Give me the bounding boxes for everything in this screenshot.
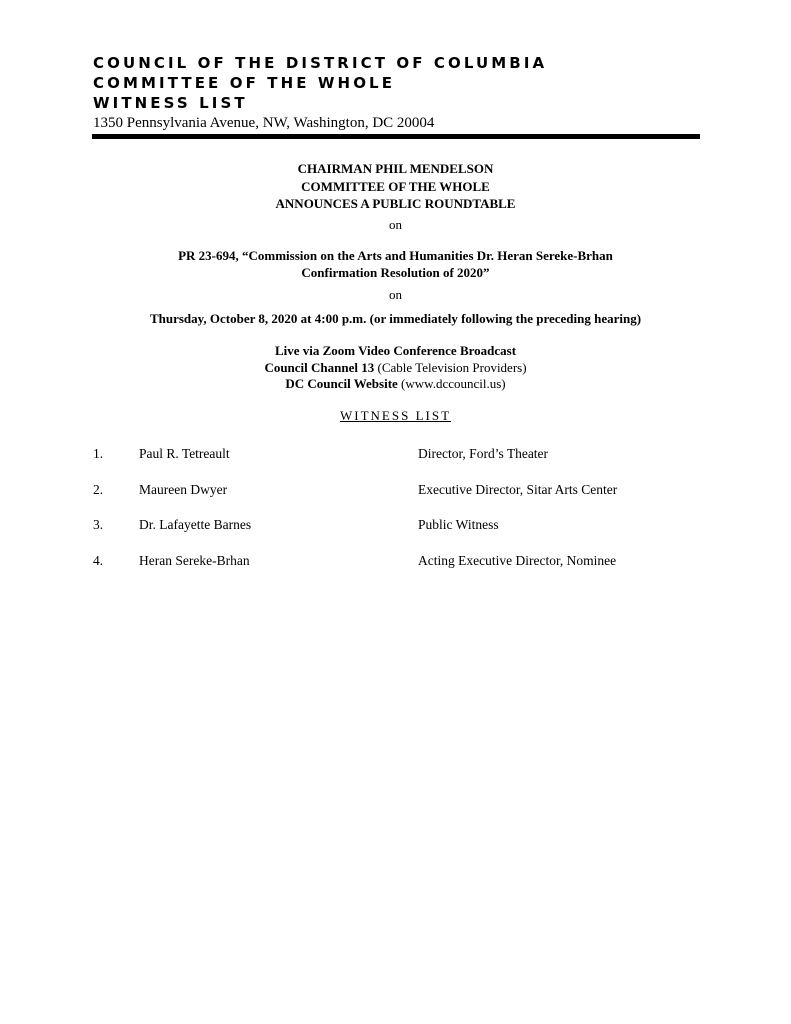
announcement-committee: COMMITTEE OF THE WHOLE bbox=[301, 178, 490, 194]
witness-name: Dr. Lafayette Barnes bbox=[139, 517, 252, 532]
broadcast-website-name: DC Council Website bbox=[285, 376, 398, 391]
on-connector: on bbox=[389, 287, 402, 302]
witness-name: Heran Sereke-Brhan bbox=[139, 553, 250, 568]
witness-row bbox=[0, 482, 791, 502]
witness-title: Director, Ford’s Theater bbox=[418, 446, 549, 461]
witness-row bbox=[0, 517, 791, 537]
announcement-chairman: CHAIRMAN PHIL MENDELSON bbox=[297, 161, 494, 176]
hearing-date: Thursday, October 8, 2020 at 4:00 p.m. (or immediately following the preceding hearing) bbox=[149, 311, 642, 326]
witness-title: Acting Executive Director, Nominee bbox=[418, 553, 617, 568]
letterhead-address: 1350 Pennsylvania Avenue, NW, Washington, DC 20004 bbox=[93, 115, 435, 131]
broadcast-info bbox=[0, 343, 791, 393]
letterhead-committee: COMMITTEE OF THE WHOLE bbox=[93, 74, 396, 92]
witness-name: Maureen Dwyer bbox=[139, 482, 228, 497]
resolution-title-line1: PR 23-694, “Commission on the Arts and Humanities Dr. Heran Sereke-Brhan bbox=[178, 248, 613, 263]
broadcast-channel bbox=[0, 360, 791, 377]
broadcast-website bbox=[0, 376, 791, 393]
witness-list-heading: WITNESS LIST bbox=[339, 408, 452, 423]
broadcast-channel-name: Council Channel 13 bbox=[264, 359, 375, 375]
letterhead bbox=[93, 53, 703, 133]
witness-title: Public Witness bbox=[418, 517, 499, 532]
announcement-roundtable: ANNOUNCES A PUBLIC ROUNDTABLE bbox=[275, 196, 516, 211]
letterhead-witness-list: WITNESS LIST bbox=[93, 94, 248, 112]
witness-name: Paul R. Tetreault bbox=[139, 446, 230, 461]
announcement-block bbox=[0, 160, 791, 213]
resolution-title bbox=[0, 247, 791, 281]
witness-number: 3. bbox=[93, 517, 104, 532]
broadcast-zoom: Live via Zoom Video Conference Broadcast bbox=[274, 343, 517, 358]
witness-row bbox=[0, 553, 791, 573]
witness-row bbox=[0, 446, 791, 466]
broadcast-website-url: (www.dccouncil.us) bbox=[397, 376, 506, 391]
broadcast-channel-note: (Cable Television Providers) bbox=[374, 359, 527, 375]
resolution-title-line2: Confirmation Resolution of 2020” bbox=[301, 265, 490, 280]
letterhead-council: COUNCIL OF THE DISTRICT OF COLUMBIA bbox=[93, 54, 548, 72]
witness-number: 2. bbox=[93, 482, 104, 497]
witness-title: Executive Director, Sitar Arts Center bbox=[418, 482, 618, 497]
witness-number: 4. bbox=[93, 553, 104, 568]
on-connector: on bbox=[389, 217, 402, 232]
witness-number: 1. bbox=[93, 446, 104, 461]
header-divider bbox=[92, 134, 700, 139]
